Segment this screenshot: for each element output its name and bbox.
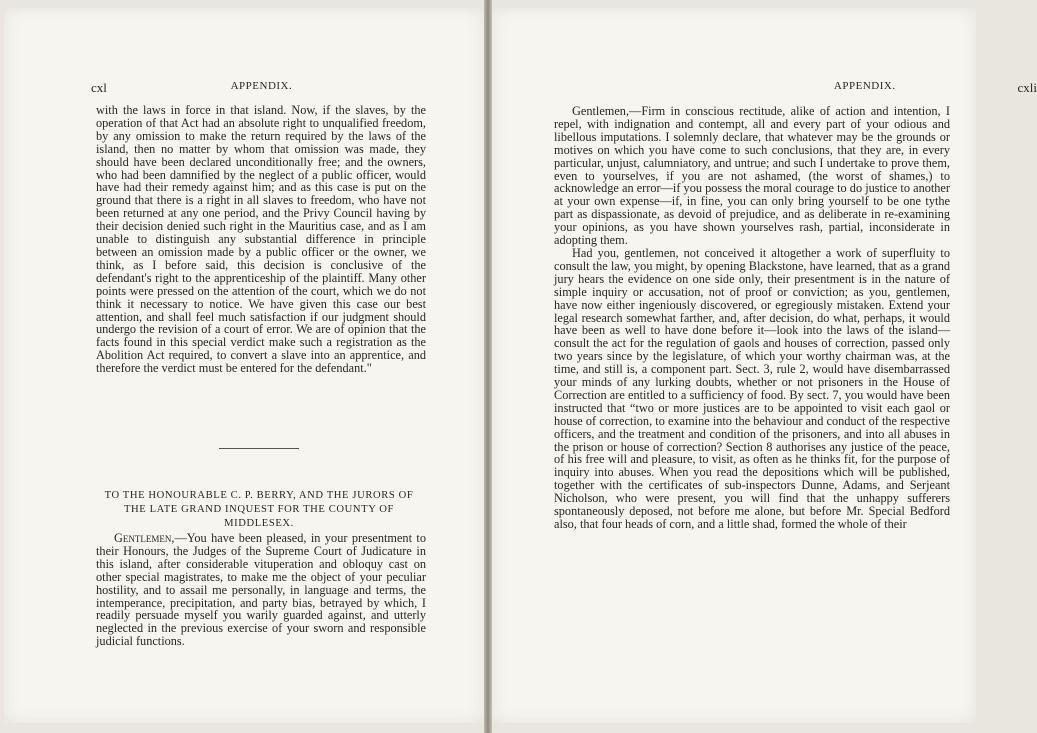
- right-running-head: [692, 80, 1037, 96]
- left-body-text: [96, 104, 426, 375]
- left-page-number: cxl: [91, 80, 107, 95]
- left-running-head: [91, 80, 436, 96]
- section-divider: [219, 448, 299, 449]
- letter-text: [96, 532, 426, 648]
- left-paragraph-1: with the laws in force in that island. Now, if the slaves, by the operation of that Act had an absolute right to unqualified freedom, by any omission to make the return required by the laws of the island, then no matter by whom that omission was made, they should have been declared unconditionally free; and the owners, who had been damnified by the neglect of a public officer, would have had their remedy against him; and as this case is put on the ground that there is a right in all slaves to freedom, who have not been returned at any one period, and the Privy Council having by their decision denied such right in the Mauritius case, and as I am unable to distinguish any substantial difference in principle between an omission made by a public officer or the owner, we think, as I before said, this decision is conclusive of the defendant's right to the apprenticeship of the plaintiff. Many other points were pressed on the attention of the court, which we do not think it necessary to notice. We have given this case our best attention, and shall feel much satisfaction if our judgment should undergo the revision of a court of error. We are of opinion that the facts found in this special verdict make such a registration as the Abolition Act required, to convert a slave into an apprentice, and therefore the verdict must be entered for the defendant.": [96, 103, 426, 376]
- address-line-2: THE LATE GRAND INQUEST FOR THE COUNTY OF: [123, 504, 395, 515]
- address-line-3: MIDDLESEX.: [224, 518, 294, 529]
- letter-address: [94, 489, 424, 531]
- book-gutter: [484, 0, 492, 733]
- letter-salutation: Gentlemen,: [114, 531, 175, 545]
- right-paragraph-2: Had you, gentlemen, not conceived it altogether a work of superfluity to consult the law, you might, by opening Blackstone, have learned, that as a grand jury hears the evidence on one side only, their presentment is in the nature of simple inquiry or accusation, not of proof or conviction; as you, gentlemen, have now either ingeniously discovered, or egregiously mistaken. Extend your legal research somewhat farther, and, after decision, do what, perhaps, it would have been as well to have done before it—look into the laws of the island—consult the act for the regulation of gaols and houses of correction, passed only two years since by the legislature, of which your worthy chairman was, at the time, and still is, a component part. Sect. 3, rule 2, would have disembarrassed your minds of any lurking doubts, whether or not prisoners in the House of Correction are entitled to a sufficiency of food. By sect. 7, you would have been instructed that “two or more justices are to be appointed to visit each gaol or house of correction, to examine into the behaviour and conduct of the respective officers, and the treatment and condition of the prisoners, and into all abuses in the prison or house of correction? Section 8 authorises any justice of the peace, of his free will and pleasure, to visit, as often as he thinks fit, for the purpose of inquiry into abuses. When you read the depositions which will be published, together with the certificates of sub-inspectors Dunne, Adams, and Serjeant Nicholson, who were present, you will find that the unhappy sufferers spontaneously deposed, not before me alone, but before Mr. Special Bedford also, that four heads of corn, and a little shad, formed the whole of their: [554, 245, 950, 531]
- left-head-title: APPENDIX.: [230, 80, 293, 92]
- left-page: [4, 8, 484, 723]
- right-page: [492, 8, 1037, 723]
- right-paragraph-1: Gentlemen,—Firm in conscious rectitude, alike of action and intention, I repel, with indignation and contempt, all and every part of your odious and libellous imputations. I solemnly declare, that whatever may be the grounds or motives on which you have come to such conclusions, that they are, in every particular, unjust, calumniatory, and untrue; and such I undertake to prove them, even to yourselves, if you are not ashamed, (the worst of shames,) to acknowledge an error—if you possess the moral courage to do justice to another at your own expense—if, in fine, you can only bring yourself to be one tythe part as dispassionate, as devoid of prejudice, and as deliberate in re-examining your opinions, as you have shown yourselves rash, partial, inconsiderate in adopting them.: [554, 104, 950, 248]
- letter-body: —You have been pleased, in your presentment to their Honours, the Judges of the Supreme Court of Judicature in this island, after considerable vituperation and obloquy cast on other special magistrates, to make me the object of your peculiar hostility, and to assail me personally, in language and terms, the intemperance, precipitation, and party bias, betrayed by which, I readily persuade myself you warily guarded against, and utterly neglected in the previous exercise of your sworn and responsible judicial functions.: [96, 531, 426, 649]
- right-head-title: APPENDIX.: [833, 80, 896, 92]
- right-page-number: cxli: [1017, 80, 1037, 95]
- right-body-text: [554, 105, 950, 531]
- address-line-1: TO THE HONOURABLE C. P. BERRY, AND THE JURORS OF: [104, 490, 414, 501]
